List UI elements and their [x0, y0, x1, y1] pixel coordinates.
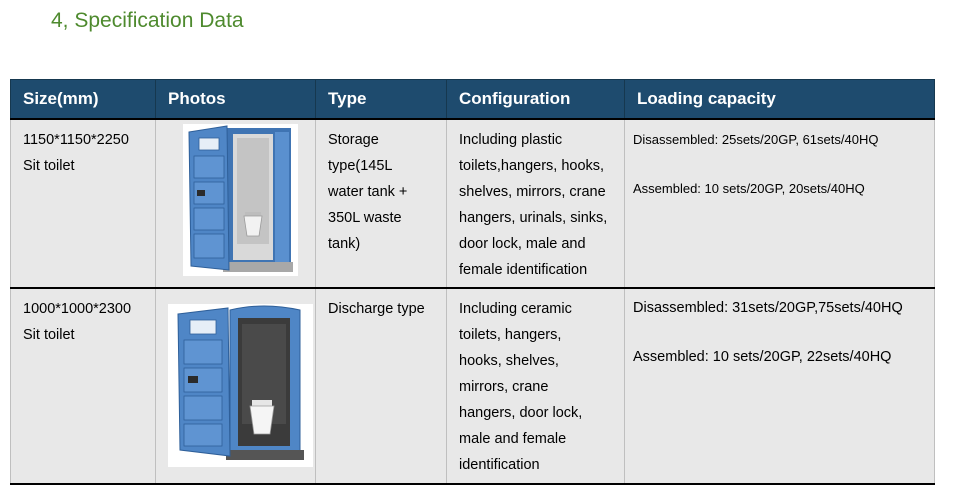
config-line: shelves, mirrors, crane: [459, 184, 606, 200]
size-model: Sit toilet: [23, 158, 75, 174]
disassembled-capacity: Disassembled: 31sets/20GP,75sets/40HQ: [633, 300, 903, 316]
config-line: identification: [459, 457, 540, 473]
type-cell: [316, 119, 447, 288]
size-cell: [11, 288, 156, 484]
table-row: [11, 288, 935, 484]
header-size: Size(mm): [11, 80, 156, 120]
config-line: Including plastic: [459, 132, 563, 148]
size-cell: [11, 119, 156, 288]
config-line: female identification: [459, 262, 588, 278]
loading-capacity-cell: [625, 288, 935, 484]
config-line: door lock, male and: [459, 236, 586, 252]
config-line: mirrors, crane: [459, 379, 549, 395]
config-line: toilets, hangers,: [459, 327, 562, 343]
configuration-cell: [447, 119, 625, 288]
photo-cell: [156, 119, 316, 288]
type-line: water tank +: [328, 184, 408, 200]
config-line: toilets,hangers, hooks,: [459, 158, 605, 174]
type-line: 350L waste: [328, 210, 402, 226]
type-line: type(145L: [328, 158, 393, 174]
size-dimensions: 1000*1000*2300: [23, 301, 132, 317]
portable-toilet-photo: [183, 124, 298, 276]
header-loading-capacity: Loading capacity: [625, 80, 935, 120]
header-type: Type: [316, 80, 447, 120]
page-heading: 4, Specification Data: [51, 9, 244, 32]
type-line: tank): [328, 236, 361, 252]
assembled-capacity: Assembled: 10 sets/20GP, 22sets/40HQ: [633, 349, 892, 365]
table-row: [11, 119, 935, 288]
loading-capacity-cell: [625, 119, 935, 288]
table-header-row: [11, 80, 935, 120]
spacer: [633, 321, 928, 345]
portable-toilet-photo: [168, 304, 313, 467]
config-line: Including ceramic: [459, 301, 572, 317]
disassembled-capacity: Disassembled: 25sets/20GP, 61sets/40HQ: [633, 132, 879, 147]
type-line: Storage: [328, 132, 379, 148]
type-line: Discharge type: [328, 301, 425, 317]
header-photos: Photos: [156, 80, 316, 120]
header-configuration: Configuration: [447, 80, 625, 120]
configuration-cell: [447, 288, 625, 484]
specification-table: [10, 79, 935, 485]
assembled-capacity: Assembled: 10 sets/20GP, 20sets/40HQ: [633, 181, 865, 196]
type-cell: [316, 288, 447, 484]
photo-cell: [156, 288, 316, 484]
config-line: hooks, shelves,: [459, 353, 559, 369]
config-line: male and female: [459, 431, 567, 447]
config-line: hangers, door lock,: [459, 405, 583, 421]
size-dimensions: 1150*1150*2250: [23, 132, 129, 148]
spacer: [633, 152, 928, 176]
config-line: hangers, urinals, sinks,: [459, 210, 608, 226]
size-model: Sit toilet: [23, 327, 75, 343]
